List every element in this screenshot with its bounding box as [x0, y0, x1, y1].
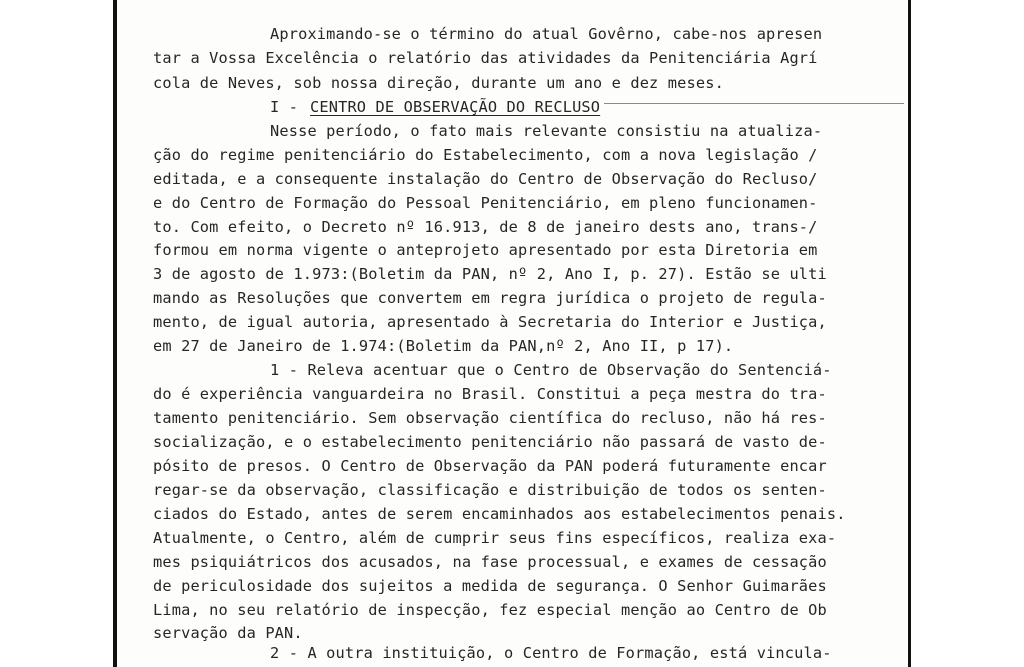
- page-right-edge: [908, 0, 911, 667]
- text-line-24: mes psiquiátricos dos acusados, na fase processual, e exames de cessação: [153, 553, 827, 571]
- text-line-20: pósito de presos. O Centro de Observação da PAN poderá futuramente encar: [153, 457, 827, 475]
- text-line-2: tar a Vossa Excelência o relatório das atividades da Penitenciária Agrí: [153, 49, 818, 67]
- text-line-8: editada, e a consequente instalação do Centro de Observação do Recluso/: [153, 170, 818, 188]
- text-line-6: Nesse período, o fato mais relevante consistiu na atualiza-: [270, 122, 823, 140]
- text-line-7: ção do regime penitenciário do Estabelecimento, com a nova legislação /: [153, 146, 818, 164]
- text-line-1: Aproximando-se o término do atual Govêrno, cabe-nos apresen: [270, 25, 823, 43]
- text-line-23: Atualmente, o Centro, além de cumprir seus fins específicos, realiza exa-: [153, 529, 837, 547]
- text-line-9: e do Centro de Formação do Pessoal Penitenciário, em pleno funcionamen-: [153, 194, 818, 212]
- text-line-12: 3 de agosto de 1.973:(Boletim da PAN, nº 2, Ano I, p. 27). Estão se ulti: [153, 265, 827, 283]
- heading-rule: [604, 103, 904, 104]
- text-line-22: ciados do Estado, antes de serem encaminhados aos estabelecimentos penais.: [153, 505, 846, 523]
- text-line-28: 2 - A outra instituição, o Centro de Formação, está vincula-: [270, 644, 832, 662]
- text-line-18: tamento penitenciário. Sem observação científica do recluso, não há res-: [153, 409, 827, 427]
- text-line-19: socialização, e o estabelecimento penitenciário não passará de vasto de-: [153, 433, 827, 451]
- text-line-11: formou em norma vigente o anteprojeto apresentado por esta Diretoria em: [153, 241, 818, 259]
- section-heading: CENTRO DE OBSERVAÇÃO DO RECLUSO: [310, 98, 601, 116]
- text-line-15: em 27 de Janeiro de 1.974:(Boletim da PAN,nº 2, Ano II, p 17).: [153, 337, 734, 355]
- text-line-21: regar-se da observação, classificação e distribuição de todos os senten-: [153, 481, 827, 499]
- text-line-25: de periculosidade dos sujeitos a medida de segurança. O Senhor Guimarães: [153, 577, 827, 595]
- text-line-3: cola de Neves, sob nossa direção, durante um ano e dez meses.: [153, 74, 724, 92]
- text-line-26: Lima, no seu relatório de inspecção, fez especial menção ao Centro de Ob: [153, 601, 827, 619]
- text-line-10: to. Com efeito, o Decreto nº 16.913, de 8 de janeiro dests ano, trans-/: [153, 218, 818, 236]
- text-line-14: mento, de igual autoria, apresentado à Secretaria do Interior e Justiça,: [153, 313, 827, 331]
- text-line-16: 1 - Releva acentuar que o Centro de Observação do Sentenciá-: [270, 361, 832, 379]
- section-number: I -: [270, 98, 308, 116]
- text-line-13: mando as Resoluções que convertem em regra jurídica o projeto de regula-: [153, 289, 827, 307]
- text-line-27: servação da PAN.: [153, 624, 303, 642]
- text-line-17: do é experiência vanguardeira no Brasil. Constitui a peça mestra do tra-: [153, 385, 827, 403]
- typewritten-page: [117, 0, 908, 667]
